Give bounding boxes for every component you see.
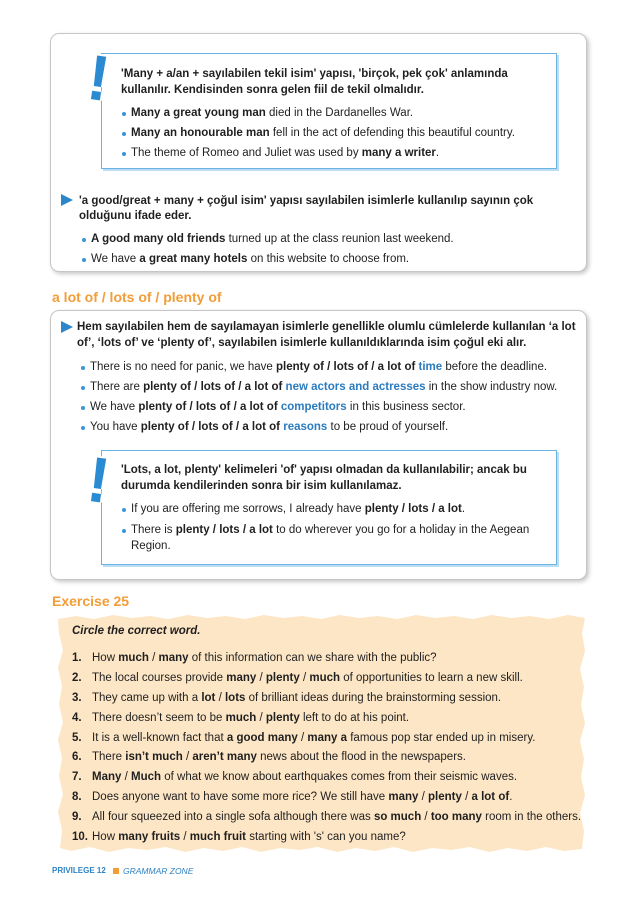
item-separator: / bbox=[418, 791, 429, 803]
example-text: turned up at the class reunion last weekend. bbox=[225, 233, 454, 245]
example-highlight: plenty / lots / a lot bbox=[175, 524, 273, 536]
item-text: How bbox=[92, 831, 119, 843]
example-text: died in the Dardanelles War. bbox=[265, 107, 414, 119]
item-text: . bbox=[509, 791, 513, 803]
item-choice: too many bbox=[430, 811, 482, 823]
item-number: 3. bbox=[72, 692, 82, 704]
exercise-item bbox=[92, 789, 512, 805]
exercise-item bbox=[92, 809, 581, 825]
item-choice: many a bbox=[307, 732, 348, 744]
item-text: of what we know about earthquakes comes from their seismic waves. bbox=[161, 771, 518, 783]
example-highlight: plenty / lots / a lot bbox=[364, 503, 462, 515]
example-highlight: Many an honourable man bbox=[131, 127, 270, 139]
note-box bbox=[83, 40, 557, 169]
item-choice: plenty bbox=[265, 672, 300, 684]
item-text: left to do at his point. bbox=[299, 712, 410, 724]
note-title-line: kullanılır. Kendisinden sonra gelen fiil de tekil olmalıdır. bbox=[121, 84, 424, 96]
note-example bbox=[131, 501, 465, 517]
exercise-item bbox=[92, 829, 406, 845]
item-separator: / bbox=[121, 771, 131, 783]
rule-example bbox=[91, 251, 409, 267]
item-choice: much bbox=[309, 672, 341, 684]
exercise-title: Exercise 25 bbox=[52, 593, 130, 609]
item-text: There bbox=[92, 751, 126, 763]
example-text: in this business sector. bbox=[346, 401, 466, 413]
item-choice: Much bbox=[131, 771, 162, 783]
example-highlight: plenty of / lots of / a lot of bbox=[138, 401, 278, 413]
rule-example bbox=[91, 231, 454, 247]
item-choice: a lot of bbox=[471, 791, 510, 803]
item-choice: lot bbox=[201, 692, 216, 704]
example-text: There is no need for panic, we have bbox=[90, 361, 277, 373]
rule-line: 'a good/great + many + çoğul isim' yapısı sayılabilen isimlerle kullanılıp sayının çok bbox=[79, 195, 534, 207]
item-separator: / bbox=[256, 672, 266, 684]
item-choice: aren’t many bbox=[192, 751, 257, 763]
item-separator: / bbox=[148, 652, 159, 664]
bullet-icon bbox=[82, 238, 86, 242]
note-title-line: 'Lots, a lot, plenty' kelimeleri 'of' yapısı olmadan da kullanılabilir; ancak bu bbox=[121, 464, 527, 476]
item-separator: / bbox=[297, 732, 308, 744]
bullet-icon bbox=[82, 258, 86, 262]
item-separator: / bbox=[299, 672, 310, 684]
example-text: We have bbox=[90, 401, 139, 413]
bullet-icon bbox=[122, 132, 126, 136]
exercise-item bbox=[92, 650, 437, 666]
exercise-item bbox=[92, 710, 409, 726]
bullet-icon bbox=[81, 386, 85, 390]
item-text: There doesn’t seem to be bbox=[92, 712, 226, 724]
bullet-icon bbox=[81, 366, 85, 370]
item-text: How bbox=[92, 652, 119, 664]
example-text: There are bbox=[90, 381, 144, 393]
item-separator: / bbox=[256, 712, 266, 724]
example-text: We have bbox=[91, 253, 140, 265]
note-title-line: durumda kendilerinden sonra bir isim kullanılamaz. bbox=[121, 480, 402, 492]
example-text: The theme of Romeo and Juliet was used by bbox=[131, 147, 362, 159]
example-highlight: plenty of / lots of / a lot of bbox=[276, 361, 416, 373]
example-text: on this website to choose from. bbox=[247, 253, 410, 265]
item-choice: Many bbox=[92, 771, 122, 783]
example-noun: reasons bbox=[283, 421, 328, 433]
bullet-icon bbox=[122, 508, 126, 512]
item-text: of brilliant ideas during the brainstorming session. bbox=[245, 692, 502, 704]
item-text: famous pop star ended up in misery. bbox=[347, 732, 536, 744]
book-title: PRIVILEGE 12 bbox=[52, 866, 106, 875]
item-text: It is a well-known fact that bbox=[92, 732, 227, 744]
rule-example bbox=[90, 419, 448, 435]
example-text: If you are offering me sorrows, I already have bbox=[131, 503, 365, 515]
note-example-continuation: Region. bbox=[131, 540, 171, 552]
item-choice: plenty bbox=[265, 712, 300, 724]
item-text: They came up with a bbox=[92, 692, 202, 704]
item-text: of opportunities to learn a new skill. bbox=[340, 672, 523, 684]
example-text: to do wherever you go for a holiday in the Aegean bbox=[272, 524, 530, 536]
item-choice: much bbox=[118, 652, 149, 664]
example-noun: time bbox=[418, 361, 443, 373]
item-text: room in the others. bbox=[481, 811, 582, 823]
note-example bbox=[131, 125, 515, 141]
bullet-icon bbox=[122, 112, 126, 116]
example-highlight: plenty of / lots of / a lot of bbox=[143, 381, 283, 393]
item-number: 2. bbox=[72, 672, 82, 684]
exclamation-icon: ! bbox=[83, 442, 115, 518]
note-box bbox=[83, 442, 557, 565]
item-separator: / bbox=[215, 692, 225, 704]
note-example bbox=[131, 522, 529, 538]
rule-example bbox=[90, 399, 466, 415]
item-choice: much fruit bbox=[189, 831, 247, 843]
item-number: 4. bbox=[72, 712, 82, 724]
exclamation-icon: ! bbox=[83, 40, 115, 116]
item-number: 9. bbox=[72, 811, 82, 823]
item-separator: / bbox=[182, 751, 193, 763]
item-choice: many bbox=[388, 791, 419, 803]
item-number: 6. bbox=[72, 751, 82, 763]
many-a-card bbox=[50, 33, 587, 272]
item-separator: / bbox=[421, 811, 431, 823]
item-choice: so much bbox=[373, 811, 422, 823]
item-number: 8. bbox=[72, 791, 82, 803]
example-text: . bbox=[461, 503, 466, 515]
example-highlight: plenty of / lots of / a lot of bbox=[140, 421, 281, 433]
item-choice: isn’t much bbox=[125, 751, 183, 763]
example-text: There is bbox=[131, 524, 176, 536]
exercise-item bbox=[92, 670, 523, 686]
example-text: You have bbox=[90, 421, 141, 433]
item-text: The local courses provide bbox=[92, 672, 227, 684]
item-choice: a good many bbox=[226, 732, 298, 744]
a-lot-of-card bbox=[50, 310, 587, 580]
exercise-item bbox=[92, 769, 517, 785]
example-noun: competitors bbox=[280, 401, 347, 413]
rule-line: of’, ‘lots of’ ve ‘plenty of’, sayılabilen isimlerle kullanıldıklarında isim çoğul eki alır. bbox=[77, 337, 527, 349]
rule-example bbox=[90, 359, 547, 375]
item-choice: many fruits bbox=[118, 831, 181, 843]
exercise-box bbox=[58, 613, 585, 852]
example-text: fell in the act of defending this beautiful country. bbox=[269, 127, 515, 139]
example-highlight: Many a great young man bbox=[131, 107, 266, 119]
item-choice: many bbox=[226, 672, 257, 684]
bullet-icon bbox=[81, 406, 85, 410]
section-name: GRAMMAR ZONE bbox=[123, 866, 194, 876]
rule-line: olduğunu ifade eder. bbox=[79, 210, 192, 222]
item-choice: plenty bbox=[428, 791, 462, 803]
bullet-icon bbox=[122, 152, 126, 156]
item-text: Does anyone want to have some more rice? We still have bbox=[92, 791, 389, 803]
item-number: 7. bbox=[72, 771, 82, 783]
item-separator: / bbox=[461, 791, 472, 803]
exercise-item bbox=[92, 730, 535, 746]
rule-line: Hem sayılabilen hem de sayılamayan isimlerle genellikle olumlu cümlelerde kullanılan ‘a lot bbox=[77, 321, 576, 333]
exercise-item bbox=[92, 749, 466, 765]
rule-example bbox=[90, 379, 557, 395]
item-text: All four squeezed into a single sofa although there was bbox=[92, 811, 374, 823]
item-text: of this information can we share with the public? bbox=[188, 652, 437, 664]
example-text: in the show industry now. bbox=[425, 381, 558, 393]
bullet-icon bbox=[81, 426, 85, 430]
item-number: 1. bbox=[72, 652, 82, 664]
bullet-icon bbox=[122, 529, 126, 533]
exercise-item bbox=[92, 690, 501, 706]
example-text: before the deadline. bbox=[442, 361, 548, 373]
exercise-instruction: Circle the correct word. bbox=[72, 625, 201, 637]
item-number: 10. bbox=[72, 831, 88, 843]
example-highlight: many a writer bbox=[361, 147, 436, 159]
arrow-right-icon bbox=[61, 194, 73, 206]
example-highlight: a great many hotels bbox=[139, 253, 248, 265]
item-number: 5. bbox=[72, 732, 82, 744]
note-title-line: 'Many + a/an + sayılabilen tekil isim' yapısı, 'birçok, pek çok' anlamında bbox=[121, 68, 508, 80]
item-choice: many bbox=[158, 652, 189, 664]
item-text: starting with 's' can you name? bbox=[246, 831, 406, 843]
example-text: to be proud of yourself. bbox=[327, 421, 449, 433]
note-example bbox=[131, 105, 413, 121]
item-choice: lots bbox=[224, 692, 246, 704]
item-text: news about the flood in the newspapers. bbox=[256, 751, 466, 763]
example-noun: new actors and actresses bbox=[285, 381, 426, 393]
square-icon bbox=[113, 868, 119, 874]
note-example bbox=[131, 145, 439, 161]
section-heading: a lot of / lots of / plenty of bbox=[52, 289, 222, 305]
item-choice: much bbox=[225, 712, 257, 724]
arrow-right-icon bbox=[61, 321, 73, 333]
example-text: . bbox=[435, 147, 440, 159]
item-separator: / bbox=[180, 831, 190, 843]
example-highlight: A good many old friends bbox=[91, 233, 226, 245]
